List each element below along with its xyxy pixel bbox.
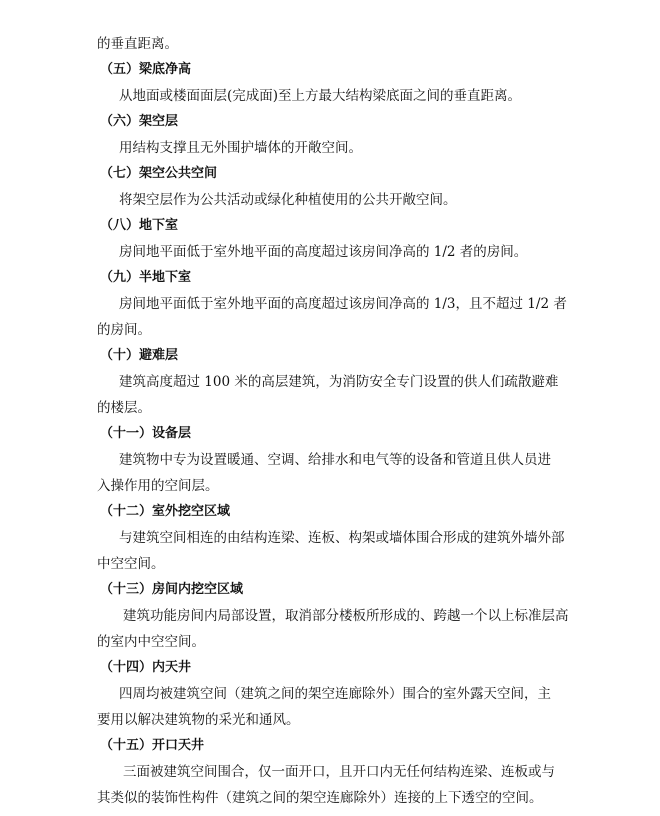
section-heading: （十一）设备层 xyxy=(100,426,192,441)
paragraph-line: 建筑高度超过 100 米的高层建筑，为消防安全专门设置的供人们疏散避难 xyxy=(119,374,559,390)
paragraph-line: 建筑功能房间内局部设置，取消部分楼板所形成的、跨越一个以上标准层高 xyxy=(123,608,569,624)
section-heading: （九）半地下室 xyxy=(100,270,192,285)
paragraph-line: 将架空层作为公共活动或绿化种植使用的公共开敞空间。 xyxy=(119,192,457,208)
section-heading: （十三）房间内挖空区域 xyxy=(100,582,244,597)
paragraph-continuation: 要用以解决建筑物的采光和通风。 xyxy=(97,712,300,728)
section-heading: （十四）内天井 xyxy=(100,660,192,675)
section-heading: （七）架空公共空间 xyxy=(100,166,218,181)
paragraph-line: 房间地平面低于室外地平面的高度超过该房间净高的 1/2 者的房间。 xyxy=(119,244,528,260)
paragraph-continuation: 的楼层。 xyxy=(97,400,151,416)
section-heading: （五）梁底净高 xyxy=(100,62,192,77)
paragraph-line: 用结构支撑且无外围护墙体的开敞空间。 xyxy=(119,140,362,156)
paragraph-continuation: 其类似的装饰性构件（建筑之间的架空连廊除外）连接的上下透空的空间。 xyxy=(97,790,543,806)
paragraph-line: 房间地平面低于室外地平面的高度超过该房间净高的 1/3，且不超过 1/2 者 xyxy=(119,296,567,312)
section-heading: （十五）开口天井 xyxy=(100,738,205,753)
document-page xyxy=(97,31,567,811)
paragraph-continuation: 的室内中空空间。 xyxy=(97,634,205,650)
section-heading: （十二）室外挖空区域 xyxy=(100,504,231,519)
section-heading: （六）架空层 xyxy=(100,114,179,129)
paragraph-continuation: 入操作用的空间层。 xyxy=(97,478,219,494)
paragraph-line: 建筑物中专为设置暖通、空调、给排水和电气等的设备和管道且供人员进 xyxy=(119,452,551,468)
paragraph-line: 与建筑空间相连的由结构连梁、连板、构架或墙体围合形成的建筑外墙外部 xyxy=(119,530,565,546)
section-heading: （十）避难层 xyxy=(100,348,179,363)
paragraph-line: 三面被建筑空间围合，仅一面开口，且开口内无任何结构连梁、连板或与 xyxy=(123,764,555,780)
paragraph-line: 四周均被建筑空间（建筑之间的架空连廊除外）围合的室外露天空间，主 xyxy=(119,686,551,702)
paragraph-continuation: 的房间。 xyxy=(97,322,151,338)
section-heading: （八）地下室 xyxy=(100,218,179,233)
body-text-line: 的垂直距离。 xyxy=(97,36,178,52)
paragraph-continuation: 中空空间。 xyxy=(97,556,165,572)
paragraph-line: 从地面或楼面面层(完成面)至上方最大结构梁底面之间的垂直距离。 xyxy=(119,88,522,104)
